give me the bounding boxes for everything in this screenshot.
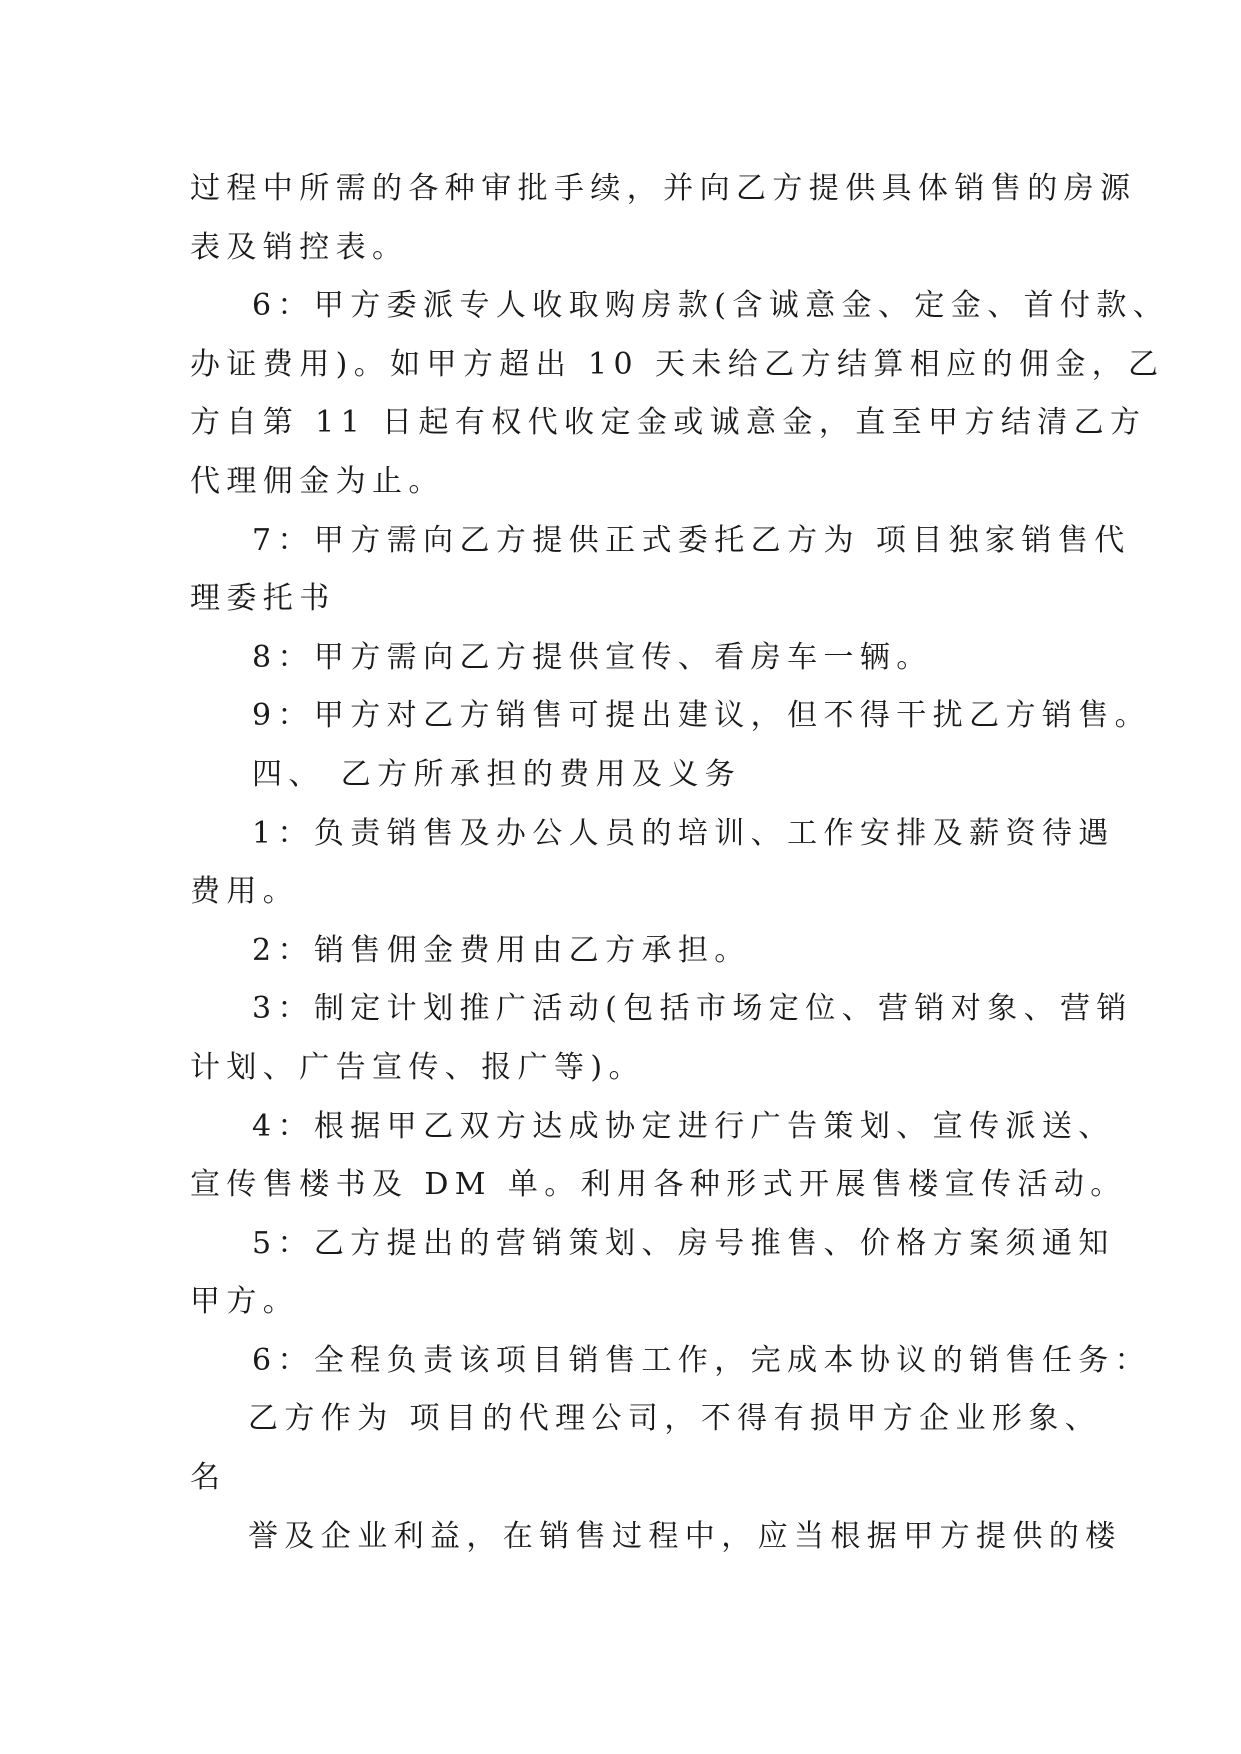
text-line: 表及销控表。 <box>190 229 409 265</box>
text-line: 计划、广告宣传、报广等)。 <box>190 1049 645 1085</box>
text-line: 4：根据甲乙双方达成协定进行广告策划、宣传派送、 <box>252 1108 1115 1144</box>
text-line: 乙方作为 项目的代理公司，不得有损甲方企业形象、 <box>248 1401 1102 1437</box>
document-body <box>190 160 1170 1566</box>
text-line: 费用。 <box>190 874 300 910</box>
text-line: 甲方。 <box>190 1284 300 1320</box>
text-line: 宣传售楼书及 DM 单。利用各种形式开展售楼宣传活动。 <box>190 1167 1127 1203</box>
text-line: 8：甲方需向乙方提供宣传、看房车一辆。 <box>252 639 933 675</box>
text-line: 办证费用)。如甲方超出 10 天未给乙方结算相应的佣金，乙 <box>190 346 1165 382</box>
text-line: 名 <box>190 1460 227 1496</box>
section-heading: 四、 乙方所承担的费用及义务 <box>252 756 742 792</box>
text-line: 方自第 11 日起有权代收定金或诚意金，直至甲方结清乙方 <box>190 405 1147 441</box>
text-line: 过程中所需的各种审批手续，并向乙方提供具体销售的房源 <box>190 171 1137 206</box>
text-line: 誉及企业利益，在销售过程中，应当根据甲方提供的楼 <box>248 1518 1122 1554</box>
text-line: 1：负责销售及办公人员的培训、工作安排及薪资待遇 <box>252 815 1115 851</box>
text-line: 7：甲方需向乙方提供正式委托乙方为 项目独家销售代 <box>252 522 1131 558</box>
text-line: 6：全程负责该项目销售工作，完成本协议的销售任务： <box>252 1342 1152 1378</box>
text-line: 6：甲方委派专人收取购房款(含诚意金、定金、首付款、 <box>252 288 1170 324</box>
text-line: 5：乙方提出的营销策划、房号推售、价格方案须通知 <box>252 1225 1115 1261</box>
text-line: 理委托书 <box>190 581 336 617</box>
text-line: 9：甲方对乙方销售可提出建议，但不得干扰乙方销售。 <box>252 698 1152 734</box>
text-line: 3：制定计划推广活动(包括市场定位、营销对象、营销 <box>252 991 1133 1027</box>
text-line: 2：销售佣金费用由乙方承担。 <box>252 932 751 968</box>
text-line: 代理佣金为止。 <box>190 463 445 499</box>
